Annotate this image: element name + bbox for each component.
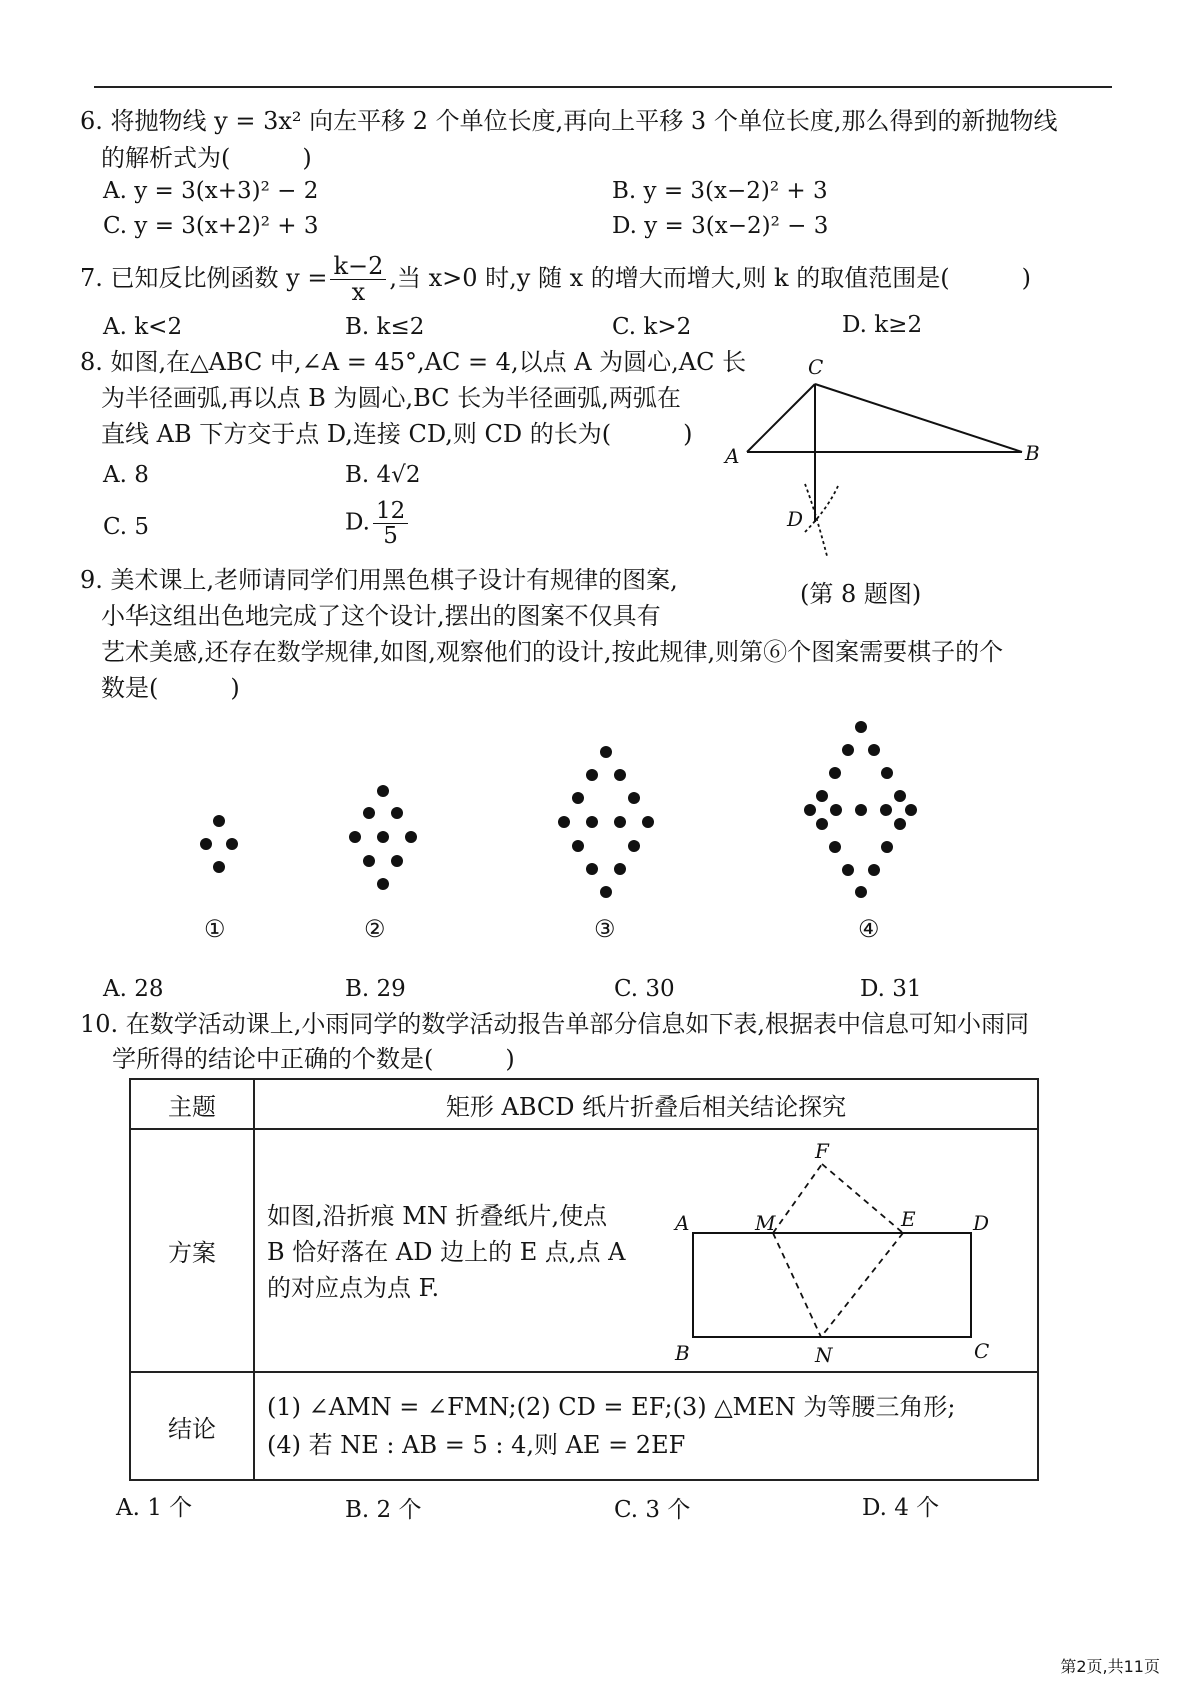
q9-dot	[894, 818, 906, 830]
q10-conclusion-cell	[254, 1372, 1038, 1480]
q8-option-b[interactable]: B. 4√2	[345, 462, 421, 488]
q10-plan-text-line1: 如图,沿折痕 MN 折叠纸片,使点	[267, 1202, 608, 1230]
q9-pattern-label-1: ①	[204, 915, 226, 943]
q7-fraction	[330, 254, 386, 305]
q9-dot	[572, 792, 584, 804]
q9-option-b[interactable]: B. 29	[345, 976, 406, 1002]
q9-pattern-label-4: ④	[858, 915, 880, 943]
q10-segment-mn	[773, 1233, 821, 1337]
q9-dot	[855, 721, 867, 733]
q9-dot	[213, 861, 225, 873]
q9-dot	[628, 792, 640, 804]
q9-dot	[855, 804, 867, 816]
q9-option-d[interactable]: D. 31	[860, 976, 922, 1002]
q8-option-a[interactable]: A. 8	[103, 462, 149, 488]
q9-dot	[804, 804, 816, 816]
q9-dot	[377, 785, 389, 797]
q9-dot	[614, 863, 626, 875]
q7-stem-after: ,当 x>0 时,y 随 x 的增大而增大,则 k 的取值范围是( )	[389, 264, 1031, 293]
top-rule	[94, 86, 1112, 88]
q9-dot	[816, 818, 828, 830]
q9-dot	[830, 804, 842, 816]
q10-plan-label: 方案	[130, 1129, 254, 1372]
q7-stem	[80, 254, 1031, 305]
page-number: 第2页,共11页	[1060, 1657, 1160, 1676]
q9-option-c[interactable]: C. 30	[614, 976, 675, 1002]
q9-dot	[905, 804, 917, 816]
q8-option-d-num: 12	[373, 499, 408, 524]
q8-stem-line1: 8. 如图,在△ABC 中,∠A = 45°,AC = 4,以点 A 为圆心,AC 长	[80, 348, 747, 376]
q9-dot	[558, 816, 570, 828]
q8-figure-caption: (第 8 题图)	[800, 580, 922, 608]
q10-option-a[interactable]: A. 1 个	[116, 1495, 193, 1521]
q9-dot	[363, 807, 375, 819]
q10-plan-row	[130, 1129, 1038, 1372]
q8-option-c[interactable]: C. 5	[103, 514, 150, 540]
q9-dot	[842, 864, 854, 876]
q8-option-d[interactable]	[345, 499, 411, 548]
q10-segment-en	[821, 1233, 903, 1337]
q10-conclusion-label: 结论	[130, 1372, 254, 1480]
q9-stem-line1: 9. 美术课上,老师请同学们用黑色棋子设计有规律的图案,	[80, 566, 678, 594]
q6-option-c[interactable]: C. y = 3(x+2)² + 3	[103, 213, 319, 239]
q9-dot	[628, 840, 640, 852]
q9-dot	[391, 855, 403, 867]
q9-dot	[213, 815, 225, 827]
q8-stem-line2: 为半径画弧,再以点 B 为圆心,BC 长为半径画弧,两弧在	[101, 384, 681, 412]
q10-conclusion-line2: (4) 若 NE : AB = 5 : 4,则 AE = 2EF	[267, 1431, 686, 1459]
q9-dot	[226, 838, 238, 850]
q9-stem-line4: 数是( )	[101, 674, 240, 702]
q9-dot	[377, 831, 389, 843]
q9-dot	[586, 863, 598, 875]
q9-dot	[572, 840, 584, 852]
q9-dot	[894, 790, 906, 802]
q9-pattern-label-3: ③	[594, 915, 616, 943]
q9-dot	[855, 886, 867, 898]
q10-plan-text-line3: 的对应点为点 F.	[267, 1274, 440, 1302]
q9-stem-line3: 艺术美感,还存在数学规律,如图,观察他们的设计,按此规律,则第⑥个图案需要棋子的个	[101, 638, 1004, 666]
q9-option-a[interactable]: A. 28	[103, 976, 164, 1002]
q6-stem-line2: 的解析式为( )	[101, 144, 312, 172]
q8-label-b: B	[1025, 441, 1040, 465]
q8-label-a: A	[725, 444, 740, 468]
q9-pattern-label-2: ②	[364, 915, 386, 943]
q10-topic-row	[130, 1079, 1038, 1129]
q7-frac-denominator: x	[351, 278, 366, 307]
q6-option-a[interactable]: A. y = 3(x+3)² − 2	[103, 178, 319, 204]
q9-dot	[405, 831, 417, 843]
q10-figure	[665, 1138, 1005, 1366]
q10-plan-text-line2: B 恰好落在 AD 边上的 E 点,点 A	[267, 1238, 626, 1266]
q8-stem-line3: 直线 AB 下方交于点 D,连接 CD,则 CD 的长为( )	[101, 420, 693, 448]
q9-dot	[363, 855, 375, 867]
q9-dot	[880, 804, 892, 816]
q10-conclusion-line1: (1) ∠AMN = ∠FMN;(2) CD = EF;(3) △MEN 为等腰三角形;	[267, 1393, 956, 1421]
q8-segment-cb	[815, 384, 1022, 452]
q6-option-d[interactable]: D. y = 3(x−2)² − 3	[612, 213, 829, 239]
q9-dot	[586, 816, 598, 828]
q10-topic-label: 主题	[130, 1079, 254, 1129]
q10-label-m: M	[755, 1211, 776, 1235]
q10-label-e: E	[901, 1207, 916, 1231]
q9-dot	[600, 746, 612, 758]
q9-dot	[377, 878, 389, 890]
q7-option-a[interactable]: A. k<2	[103, 314, 183, 340]
q9-dot	[391, 807, 403, 819]
q7-frac-numerator: k−2	[330, 254, 386, 280]
q10-label-a: A	[675, 1211, 690, 1235]
q9-dot	[829, 767, 841, 779]
q9-dot	[842, 744, 854, 756]
q10-rectangle-abcd	[693, 1233, 971, 1337]
q7-option-b[interactable]: B. k≤2	[345, 314, 425, 340]
q8-option-d-den: 5	[383, 523, 398, 550]
q6-option-b[interactable]: B. y = 3(x−2)² + 3	[612, 178, 828, 204]
q7-option-d[interactable]: D. k≥2	[842, 312, 923, 338]
q10-plan-text	[267, 1198, 625, 1306]
q9-dot	[586, 769, 598, 781]
q9-dot	[614, 769, 626, 781]
q9-dot	[600, 886, 612, 898]
q10-stem-line1: 10. 在数学活动课上,小雨同学的数学活动报告单部分信息如下表,根据表中信息可知小雨同	[80, 1010, 1030, 1038]
q10-label-d: D	[973, 1211, 990, 1235]
q9-dot	[829, 841, 841, 853]
q10-label-n: N	[815, 1343, 833, 1366]
q7-stem-before: 7. 已知反比例函数 y =	[80, 264, 328, 293]
q9-pattern-4	[804, 721, 917, 898]
q9-dot	[200, 838, 212, 850]
q10-segment-mf	[773, 1164, 822, 1233]
q9-pattern-1	[200, 815, 238, 873]
q9-dot	[349, 831, 361, 843]
q10-option-c[interactable]: C. 3 个	[614, 1497, 691, 1523]
q10-conclusion-row	[130, 1372, 1038, 1480]
q9-dot	[614, 816, 626, 828]
q9-pattern-3	[558, 746, 654, 898]
q9-dot	[881, 841, 893, 853]
q8-label-c: C	[808, 355, 824, 379]
q9-dot	[816, 790, 828, 802]
q9-dot	[868, 744, 880, 756]
q8-option-d-fraction	[373, 499, 408, 548]
q10-plan-cell	[254, 1129, 1038, 1372]
q9-pattern-2	[349, 785, 417, 890]
q9-dot	[881, 767, 893, 779]
q10-label-f: F	[815, 1139, 829, 1163]
q9-dot	[642, 816, 654, 828]
q9-dot	[868, 864, 880, 876]
q8-option-d-prefix: D.	[345, 509, 370, 536]
q10-topic-value: 矩形 ABCD 纸片折叠后相关结论探究	[254, 1079, 1038, 1129]
q10-stem-line2: 学所得的结论中正确的个数是( )	[112, 1045, 515, 1073]
q10-option-b[interactable]: B. 2 个	[345, 1497, 422, 1523]
q7-option-c[interactable]: C. k>2	[612, 314, 692, 340]
q10-report-table	[129, 1078, 1039, 1481]
q10-label-c: C	[974, 1339, 990, 1363]
q6-stem-line1: 6. 将抛物线 y = 3x² 向左平移 2 个单位长度,再向上平移 3 个单位长度,那么得到的新抛物线	[80, 107, 1058, 135]
q9-stem-line2: 小华这组出色地完成了这个设计,摆出的图案不仅具有	[101, 602, 661, 630]
q8-label-d: D	[787, 507, 804, 531]
q10-option-d[interactable]: D. 4 个	[862, 1495, 940, 1521]
q10-label-b: B	[675, 1341, 690, 1365]
q10-segment-fe	[822, 1164, 903, 1233]
q8-arc-from-a	[803, 486, 838, 534]
q8-segment-ca	[747, 384, 815, 452]
q8-figure	[715, 350, 1055, 570]
